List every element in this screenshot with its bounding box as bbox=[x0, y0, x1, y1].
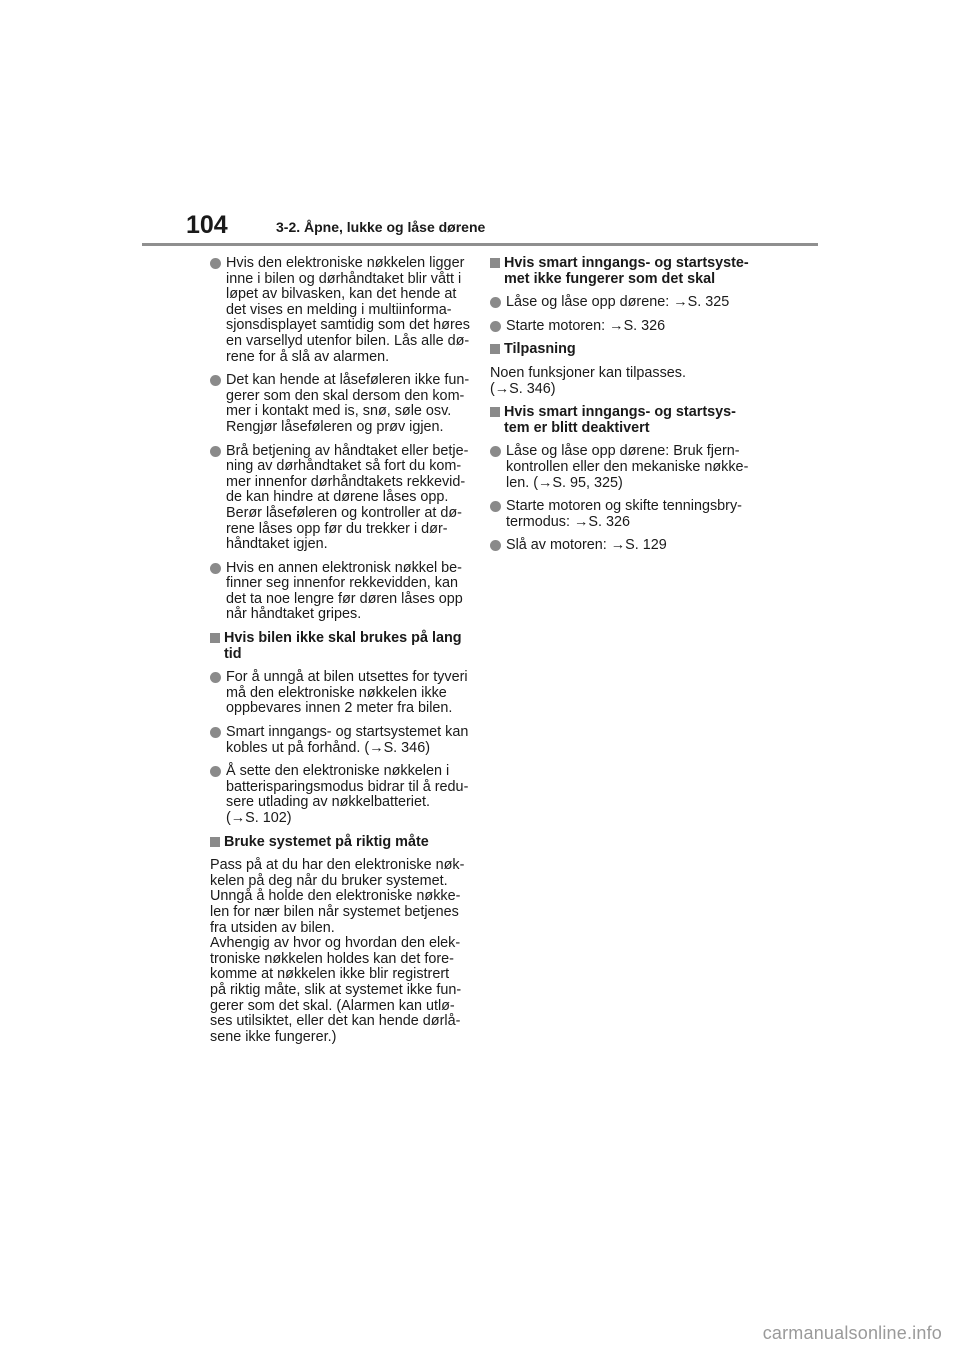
text-line: mer innenfor dørhåndtakets rekkevid- bbox=[226, 473, 466, 490]
text-line: kontrollen eller den mekaniske nøkke- bbox=[506, 458, 749, 475]
text-line: termodus: →S. 326 bbox=[506, 513, 630, 530]
left-column bbox=[210, 256, 476, 1053]
header-divider bbox=[142, 243, 818, 246]
bullet-dot-icon bbox=[210, 766, 221, 777]
text-line: en varsellyd utenfor bilen. Lås alle dø- bbox=[226, 332, 470, 349]
bullet-dot-icon bbox=[210, 563, 221, 574]
text-line: ses utilsiktet, eller det kan hende dørlå- bbox=[210, 1013, 461, 1030]
text-line: Hvis smart inngangs- og startsys- bbox=[504, 404, 736, 421]
right-column bbox=[490, 256, 756, 562]
text-line: Starte motoren og skifte tenningsbry- bbox=[506, 498, 742, 515]
text-line: Å sette den elektroniske nøkkelen i bbox=[226, 763, 450, 780]
text-line: Det kan hende at låseføleren ikke fun- bbox=[226, 372, 470, 389]
bullet-dot-icon bbox=[210, 727, 221, 738]
text-line: ning av dørhåndtaket så fort du kom- bbox=[226, 458, 462, 475]
bullet-dot-icon bbox=[490, 321, 501, 332]
text-line: Hvis smart inngangs- og startsyste- bbox=[504, 255, 749, 271]
section-heading bbox=[490, 342, 756, 358]
text-line: løpet av bilvasken, kan det hende at bbox=[226, 286, 457, 303]
heading-square-icon bbox=[210, 837, 220, 847]
text-line: len for nær bilen når systemet betjenes bbox=[210, 903, 459, 920]
text-line: Bruke systemet på riktig måte bbox=[224, 833, 429, 850]
bullet-dot-icon bbox=[210, 672, 221, 683]
text-line: (→S. 102) bbox=[226, 810, 292, 826]
text-line: Rengjør låseføleren og prøv igjen. bbox=[226, 418, 444, 435]
bullet-item bbox=[210, 373, 476, 435]
text-line: Smart inngangs- og startsystemet kan bbox=[226, 724, 469, 741]
text-line: batterisparingsmodus bidrar til å redu- bbox=[226, 778, 469, 795]
text-line: Starte motoren: →S. 326 bbox=[506, 317, 666, 334]
text-line: mer i kontakt med is, snø, søle osv. bbox=[226, 403, 452, 420]
text-line: gerer som det skal. (Alarmen kan utlø- bbox=[210, 997, 455, 1014]
text-line: len. (→S. 95, 325) bbox=[506, 474, 623, 491]
bullet-item bbox=[490, 499, 756, 530]
text-line: når håndtaket gripes. bbox=[226, 606, 362, 623]
bullet-dot-icon bbox=[490, 446, 501, 457]
text-line: rene låses opp før du trekker i dør- bbox=[226, 520, 448, 537]
bullet-dot-icon bbox=[490, 540, 501, 551]
bullet-item bbox=[210, 670, 476, 717]
heading-square-icon bbox=[490, 344, 500, 354]
heading-square-icon bbox=[490, 258, 500, 268]
bullet-item bbox=[210, 256, 476, 365]
page-number: 104 bbox=[186, 211, 228, 239]
text-line: met ikke fungerer som det skal bbox=[504, 270, 716, 287]
bullet-item bbox=[210, 444, 476, 553]
text-line: Hvis den elektroniske nøkkelen ligger bbox=[226, 255, 465, 271]
text-line: oppbevares innen 2 meter fra bilen. bbox=[226, 700, 453, 717]
bullet-item bbox=[210, 561, 476, 623]
text-line: For å unngå at bilen utsettes for tyveri bbox=[226, 669, 468, 686]
text-line: det vises en melding i multiinforma- bbox=[226, 301, 452, 318]
section-heading bbox=[490, 405, 756, 436]
chapter-title: 3-2. Åpne, lukke og låse dørene bbox=[276, 219, 486, 235]
bullet-dot-icon bbox=[210, 446, 221, 457]
text-line: Berør låseføleren og kontroller at dø- bbox=[226, 504, 462, 521]
text-line: troniske nøkkelen holdes kan det fore- bbox=[210, 950, 454, 967]
bullet-item bbox=[210, 764, 476, 826]
section-heading bbox=[210, 835, 476, 851]
bullet-item bbox=[210, 725, 476, 756]
heading-square-icon bbox=[210, 633, 220, 643]
text-line: tid bbox=[224, 645, 242, 662]
watermark: carmanualsonline.info bbox=[762, 1323, 942, 1343]
bullet-dot-icon bbox=[490, 297, 501, 308]
text-line: kelen på deg når du bruker systemet. bbox=[210, 872, 448, 889]
text-line: de kan hindre at dørene låses opp. bbox=[226, 489, 449, 506]
bullet-item bbox=[490, 444, 756, 491]
text-line: sere utlading av nøkkelbatteriet. bbox=[226, 794, 430, 811]
bullet-item bbox=[490, 538, 756, 554]
page-header bbox=[142, 210, 818, 246]
text-line: rene for å slå av alarmen. bbox=[226, 348, 390, 365]
text-line: Slå av motoren: →S. 129 bbox=[506, 537, 667, 554]
section-heading bbox=[210, 631, 476, 662]
text-line: tem er blitt deaktivert bbox=[504, 419, 650, 436]
text-line: Avhengig av hvor og hvordan den elek- bbox=[210, 935, 461, 952]
text-line: det ta noe lengre før døren låses opp bbox=[226, 590, 463, 607]
text-line: må den elektroniske nøkkelen ikke bbox=[226, 684, 447, 701]
text-line: Låse og låse opp dørene: →S. 325 bbox=[506, 294, 730, 311]
text-line: komme at nøkkelen ikke blir registrert bbox=[210, 966, 450, 983]
text-line: Tilpasning bbox=[504, 341, 576, 358]
text-line: gerer som den skal dersom den kom- bbox=[226, 387, 465, 404]
text-line: fra utsiden av bilen. bbox=[210, 919, 335, 936]
text-line: finner seg innenfor rekkevidden, kan bbox=[226, 575, 458, 592]
section-heading bbox=[490, 256, 756, 287]
text-line: på riktig måte, slik at systemet ikke fun- bbox=[210, 981, 462, 998]
bullet-dot-icon bbox=[210, 375, 221, 386]
text-line: Pass på at du har den elektroniske nøk- bbox=[210, 857, 465, 874]
body-paragraph bbox=[210, 858, 476, 1045]
bullet-item bbox=[490, 295, 756, 311]
bullet-dot-icon bbox=[490, 501, 501, 512]
text-line: Hvis en annen elektronisk nøkkel be- bbox=[226, 559, 462, 576]
body-paragraph bbox=[490, 366, 756, 397]
text-line: Hvis bilen ikke skal brukes på lang bbox=[224, 630, 462, 647]
text-line: sene ikke fungerer.) bbox=[210, 1028, 337, 1045]
text-line: (→S. 346) bbox=[490, 380, 556, 397]
text-line: Noen funksjoner kan tilpasses. bbox=[490, 364, 686, 381]
heading-square-icon bbox=[490, 407, 500, 417]
text-line: håndtaket igjen. bbox=[226, 536, 328, 553]
text-line: Unngå å holde den elektroniske nøkke- bbox=[210, 888, 461, 905]
text-line: kobles ut på forhånd. (→S. 346) bbox=[226, 739, 430, 756]
text-line: Låse og låse opp dørene: Bruk fjern- bbox=[506, 443, 740, 460]
text-line: Brå betjening av håndtaket eller betje- bbox=[226, 442, 469, 459]
bullet-item bbox=[490, 319, 756, 335]
bullet-dot-icon bbox=[210, 258, 221, 269]
text-line: inne i bilen og dørhåndtaket blir vått i bbox=[226, 270, 462, 287]
text-line: sjonsdisplayet samtidig som det høres bbox=[226, 317, 470, 334]
